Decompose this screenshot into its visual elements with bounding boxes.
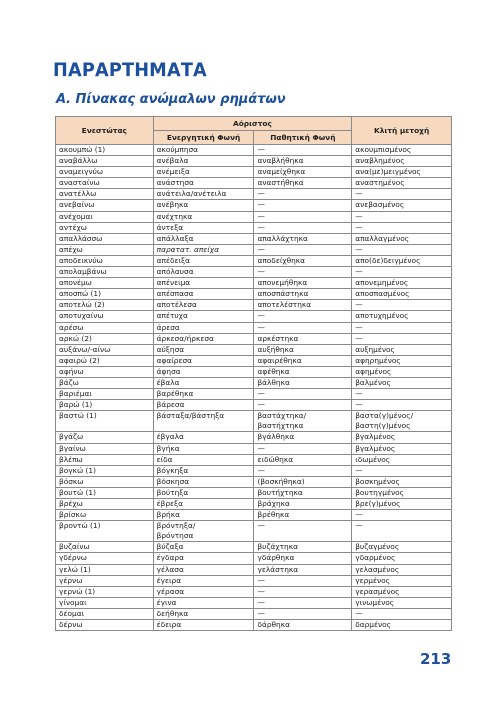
table-row [56, 608, 452, 619]
participle-cell: αναβλημένος [352, 156, 452, 167]
table-row [56, 377, 452, 388]
table-row [56, 145, 452, 156]
table-row [56, 167, 452, 178]
active-aorist-cell: γέλασα [153, 564, 254, 575]
participle-cell: αναστημένος [352, 178, 452, 189]
present-cell: αφαιρώ (2) [56, 355, 154, 366]
participle-cell: — [352, 400, 452, 411]
passive-aorist-cell: βουτήχτηκα [254, 487, 352, 498]
present-cell: ακουμπώ (1) [56, 145, 154, 156]
active-aorist-cell: άντεξα [153, 222, 254, 233]
present-cell: γελώ (1) [56, 564, 154, 575]
present-cell: αναβάλλω [56, 156, 154, 167]
present-cell: απέχω [56, 244, 154, 255]
present-cell: αρέσω [56, 322, 154, 333]
participle-cell: βγαλμένος [352, 432, 452, 443]
participle-cell: βαλμένος [352, 377, 452, 388]
active-aorist-cell: άρεσα [153, 322, 254, 333]
present-cell: βγάζω [56, 432, 154, 443]
active-aorist-cell: είδα [153, 454, 254, 465]
present-cell: βρέχω [56, 499, 154, 510]
passive-aorist-cell: — [254, 575, 352, 586]
passive-aorist-cell: αποτελέστηκα [254, 300, 352, 311]
passive-aorist-cell: — [254, 465, 352, 476]
participle-cell: βοσκημένος [352, 476, 452, 487]
table-row [56, 366, 452, 377]
participle-cell: γελασμένος [352, 564, 452, 575]
table-row [56, 311, 452, 322]
participle-cell: αποσπασμένος [352, 289, 452, 300]
present-cell: βόσκω [56, 476, 154, 487]
participle-cell: — [352, 267, 452, 278]
table-row [56, 389, 452, 400]
irregular-verbs-table [55, 116, 452, 631]
passive-aorist-cell: — [254, 608, 352, 619]
table-row [56, 322, 452, 333]
participle-cell: βυζαγμένος [352, 542, 452, 553]
active-aorist-cell: βρήκα [153, 510, 254, 521]
active-aorist-cell: απέδειξα [153, 255, 254, 266]
active-aorist-cell: ανέχτηκα [153, 211, 254, 222]
table-row [56, 432, 452, 443]
page-title: ΠΑΡΑΡΤΗΜΑΤΑ [53, 59, 207, 81]
passive-aorist-cell: — [254, 521, 352, 542]
present-cell: ανεβαίνω [56, 200, 154, 211]
active-aorist-cell: γέρασα [153, 586, 254, 597]
table-row [56, 189, 452, 200]
present-cell: βγαίνω [56, 443, 154, 454]
active-aorist-cell: αύξησα [153, 344, 254, 355]
table-row [56, 200, 452, 211]
table-row [56, 499, 452, 510]
present-cell: ανέχομαι [56, 211, 154, 222]
present-cell: αποτυχαίνω [56, 311, 154, 322]
active-aorist-cell: απένειμα [153, 278, 254, 289]
table-row [56, 178, 452, 189]
active-aorist-cell: ανέβηκα [153, 200, 254, 211]
participle-cell: γερασμένος [352, 586, 452, 597]
table-row [56, 487, 452, 498]
present-cell: αυξάνω/-αίνω [56, 344, 154, 355]
participle-cell: γερμένος [352, 575, 452, 586]
present-cell: δέομαι [56, 608, 154, 619]
passive-aorist-cell: (βοσκήθηκα) [254, 476, 352, 487]
active-aorist-cell: βαρέθηκα [153, 389, 254, 400]
present-cell: αποδεικνύω [56, 255, 154, 266]
active-aorist-cell: έβαλα [153, 377, 254, 388]
present-cell: βυζαίνω [56, 542, 154, 553]
participle-cell: — [352, 333, 452, 344]
participle-cell: ιδωμένος [352, 454, 452, 465]
table-row [56, 620, 452, 631]
present-cell: βάζω [56, 377, 154, 388]
participle-cell: — [352, 389, 452, 400]
present-cell: γίνομαι [56, 597, 154, 608]
present-cell: ανατέλλω [56, 189, 154, 200]
active-aorist-cell: ανάτειλα/ανέτειλα [153, 189, 254, 200]
table-row [56, 454, 452, 465]
present-cell: βουτώ (1) [56, 487, 154, 498]
passive-aorist-cell: — [254, 586, 352, 597]
active-aorist-cell: βόσκησα [153, 476, 254, 487]
active-aorist-cell: έβγαλα [153, 432, 254, 443]
participle-cell: γδαρμένος [352, 553, 452, 564]
table-row [56, 211, 452, 222]
present-cell: αφήνω [56, 366, 154, 377]
active-aorist-cell: βγήκα [153, 443, 254, 454]
active-aorist-cell: βόγκηξα [153, 465, 254, 476]
header-active-voice: Ενεργητική Φωνή [153, 131, 254, 145]
participle-cell: — [352, 189, 452, 200]
present-cell: απαλλάσσω [56, 233, 154, 244]
table-row [56, 156, 452, 167]
passive-aorist-cell: αφέθηκα [254, 366, 352, 377]
header-participle: Κλιτή μετοχή [352, 117, 452, 145]
table-row [56, 344, 452, 355]
present-cell: βρίσκω [56, 510, 154, 521]
active-aorist-cell: απέσπασα [153, 289, 254, 300]
active-aorist-cell: ανέβαλα [153, 156, 254, 167]
page-number: 213 [420, 650, 452, 668]
active-aorist-cell: έγδαρα [153, 553, 254, 564]
participle-cell: απαλλαγμένος [352, 233, 452, 244]
participle-cell: γινωμένος [352, 597, 452, 608]
active-aorist-cell: έδειρα [153, 620, 254, 631]
table-row [56, 400, 452, 411]
participle-cell: — [352, 244, 452, 255]
active-aorist-cell: απάλλαξα [153, 233, 254, 244]
passive-aorist-cell: αποσπάστηκα [254, 289, 352, 300]
passive-aorist-cell: — [254, 222, 352, 233]
participle-cell: απονεμημένος [352, 278, 452, 289]
participle-cell: ανεβασμένος [352, 200, 452, 211]
participle-cell: — [352, 222, 452, 233]
present-cell: βροντώ (1) [56, 521, 154, 542]
table-row [56, 553, 452, 564]
table-row [56, 333, 452, 344]
participle-cell: απο(δε)δειγμένος [352, 255, 452, 266]
passive-aorist-cell: — [254, 211, 352, 222]
passive-aorist-cell: — [254, 200, 352, 211]
table-row [56, 411, 452, 432]
passive-aorist-cell: βγάλθηκα [254, 432, 352, 443]
table-row [56, 300, 452, 311]
header-passive-voice: Παθητική Φωνή [254, 131, 352, 145]
active-aorist-cell: δεήθηκα [153, 608, 254, 619]
table-row [56, 521, 452, 542]
passive-aorist-cell: γδάρθηκα [254, 553, 352, 564]
table-row [56, 222, 452, 233]
table-row [56, 586, 452, 597]
header-aorist: Αόριστος [153, 117, 352, 131]
participle-cell: αφημένος [352, 366, 452, 377]
participle-cell: ακουμπισμένος [352, 145, 452, 156]
table-row [56, 244, 452, 255]
header-present: Ενεστώτας [56, 117, 154, 145]
table-row [56, 355, 452, 366]
passive-aorist-cell: απαλλάχτηκα [254, 233, 352, 244]
present-cell: γέρνω [56, 575, 154, 586]
participle-cell: βρε(γ)μένος [352, 499, 452, 510]
participle-cell: δαρμένος [352, 620, 452, 631]
passive-aorist-cell: βάλθηκα [254, 377, 352, 388]
table-caption: Α. Πίνακας ανώμαλων ρημάτων [56, 92, 286, 107]
active-aorist-cell: απέτυχα [153, 311, 254, 322]
active-aorist-cell: άρκεσα/ήρκεσα [153, 333, 254, 344]
passive-aorist-cell: — [254, 189, 352, 200]
present-cell: γδέρνω [56, 553, 154, 564]
passive-aorist-cell: αφαιρέθηκα [254, 355, 352, 366]
table-row [56, 255, 452, 266]
participle-cell: βαστα(γ)μένος/ βαστη(γ)μένος [352, 411, 452, 432]
participle-cell: βγαλμένος [352, 443, 452, 454]
passive-aorist-cell: — [254, 322, 352, 333]
table-row [56, 443, 452, 454]
passive-aorist-cell: γελάστηκα [254, 564, 352, 575]
passive-aorist-cell: απονεμήθηκα [254, 278, 352, 289]
table-row [56, 542, 452, 553]
table-row [56, 510, 452, 521]
present-cell: αρκώ (2) [56, 333, 154, 344]
present-cell: δέρνω [56, 620, 154, 631]
present-cell: αποσπώ (1) [56, 289, 154, 300]
participle-cell: — [352, 322, 452, 333]
passive-aorist-cell: — [254, 311, 352, 322]
active-aorist-cell: παρατατ. απείχα [153, 244, 254, 255]
active-aorist-cell: ανέμειξα [153, 167, 254, 178]
active-aorist-cell: άφησα [153, 366, 254, 377]
present-cell: βαριέμαι [56, 389, 154, 400]
passive-aorist-cell: — [254, 597, 352, 608]
participle-cell: αφηρημένος [352, 355, 452, 366]
participle-cell: — [352, 211, 452, 222]
passive-aorist-cell: — [254, 244, 352, 255]
present-cell: αναμειγνύω [56, 167, 154, 178]
table-row [56, 476, 452, 487]
present-cell: απολαμβάνω [56, 267, 154, 278]
present-cell: αποτελώ (2) [56, 300, 154, 311]
active-aorist-cell: ακούμπησα [153, 145, 254, 156]
participle-cell: αυξημένος [352, 344, 452, 355]
passive-aorist-cell: — [254, 267, 352, 278]
active-aorist-cell: έβρεξα [153, 499, 254, 510]
passive-aorist-cell: ειδώθηκα [254, 454, 352, 465]
participle-cell: ανα(με)μειγμένος [352, 167, 452, 178]
participle-cell: — [352, 465, 452, 476]
table-row [56, 465, 452, 476]
active-aorist-cell: βρόντηξα/ βρόντησα [153, 521, 254, 542]
table-row [56, 233, 452, 244]
participle-cell: αποτυχημένος [352, 311, 452, 322]
passive-aorist-cell: — [254, 443, 352, 454]
passive-aorist-cell: αρκέστηκα [254, 333, 352, 344]
table-body [56, 145, 452, 631]
present-cell: βλέπω [56, 454, 154, 465]
passive-aorist-cell: αναμείχθηκα [254, 167, 352, 178]
participle-cell: βουτηγμένος [352, 487, 452, 498]
passive-aorist-cell: βρέθηκα [254, 510, 352, 521]
passive-aorist-cell: βυζάχτηκα [254, 542, 352, 553]
participle-cell: — [352, 608, 452, 619]
active-aorist-cell: ανάστησα [153, 178, 254, 189]
active-aorist-cell: βύζαξα [153, 542, 254, 553]
passive-aorist-cell: αποδείχθηκα [254, 255, 352, 266]
present-cell: γερνώ (1) [56, 586, 154, 597]
present-cell: αντέχω [56, 222, 154, 233]
table-row [56, 575, 452, 586]
passive-aorist-cell: βαστάχτηκα/ βαστήχτηκα [254, 411, 352, 432]
passive-aorist-cell: αυξήθηκα [254, 344, 352, 355]
table-row [56, 564, 452, 575]
table-row [56, 267, 452, 278]
active-aorist-cell: βάσταξα/βάστηξα [153, 411, 254, 432]
passive-aorist-cell: — [254, 145, 352, 156]
table-row [56, 289, 452, 300]
participle-cell: — [352, 300, 452, 311]
passive-aorist-cell: — [254, 400, 352, 411]
passive-aorist-cell: δάρθηκα [254, 620, 352, 631]
passive-aorist-cell: αναβλήθηκα [254, 156, 352, 167]
participle-cell: — [352, 510, 452, 521]
table-row [56, 278, 452, 289]
active-aorist-cell: αφαίρεσα [153, 355, 254, 366]
present-cell: βογκώ (1) [56, 465, 154, 476]
passive-aorist-cell: — [254, 389, 352, 400]
active-aorist-cell: έγινα [153, 597, 254, 608]
present-cell: βαστώ (1) [56, 411, 154, 432]
passive-aorist-cell: βράχηκα [254, 499, 352, 510]
present-cell: βαρώ (1) [56, 400, 154, 411]
present-cell: ανασταίνω [56, 178, 154, 189]
active-aorist-cell: αποτέλεσα [153, 300, 254, 311]
active-aorist-cell: βάρεσα [153, 400, 254, 411]
table-row [56, 597, 452, 608]
participle-cell: — [352, 521, 452, 542]
active-aorist-cell: απόλαυσα [153, 267, 254, 278]
active-aorist-cell: έγειρα [153, 575, 254, 586]
active-aorist-cell: βούτηξα [153, 487, 254, 498]
present-cell: απονέμω [56, 278, 154, 289]
passive-aorist-cell: αναστήθηκα [254, 178, 352, 189]
